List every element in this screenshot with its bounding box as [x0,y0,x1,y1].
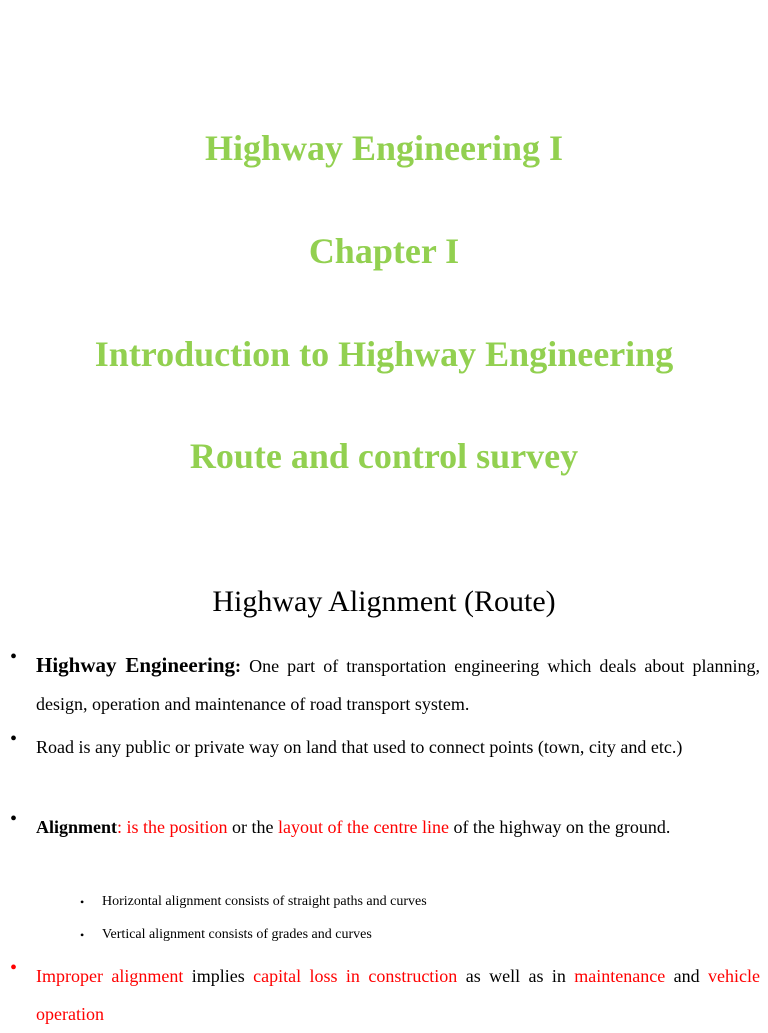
topic-title: Route and control survey [189,436,579,476]
bullet-highway-engineering [10,646,760,723]
bullet-text: Road is any public or private way on land that used to connect points (town, city and etc.) [36,737,683,757]
bullet-text [36,957,760,1033]
sub-bullet-horizontal [80,892,760,912]
plain-text: implies [183,966,254,986]
chapter-title: Chapter I [308,231,460,271]
emphasis-text: maintenance [574,966,666,986]
emphasis-text: : is the position [117,817,228,837]
bullet-alignment [10,808,760,846]
bullet-icon: • [10,728,18,750]
sub-bullet-text: Vertical alignment consists of grades and curves [102,927,372,942]
section-heading: Highway Alignment (Route) [212,585,556,618]
plain-text: and [665,966,709,986]
bullet-text [36,808,760,846]
emphasis-text: capital loss in construction [253,966,458,986]
definition-text: One part of transportation engineering which deals about planning, design, operation and maintenance of road transport system. [36,656,760,714]
intro-title: Introduction to Highway Engineering [94,334,674,374]
sub-bullet-text: Horizontal alignment consists of straight paths and curves [102,894,427,909]
sub-bullet-icon: • [80,928,85,942]
emphasis-text: vehicle operation [36,966,760,1024]
bullet-icon: • [10,646,18,668]
bullet-icon: • [10,808,18,830]
bullet-text [36,646,760,723]
term-alignment: Alignment [36,817,117,837]
term-colon: : [235,656,242,676]
course-title: Highway Engineering I [204,128,564,168]
sub-bullet-vertical [80,925,760,945]
bullet-road [10,728,760,766]
emphasis-text: layout of the centre line [278,817,449,837]
plain-text: of the highway on the ground. [448,817,671,837]
bullet-improper-alignment [10,957,760,1033]
emphasis-text: Improper alignment [36,966,184,986]
sub-bullet-icon: • [80,895,85,909]
plain-text: as well as in [457,966,575,986]
term-highway-engineering: Highway Engineering [36,653,236,677]
plain-text: or the [227,817,278,837]
bullet-icon: • [10,957,18,979]
